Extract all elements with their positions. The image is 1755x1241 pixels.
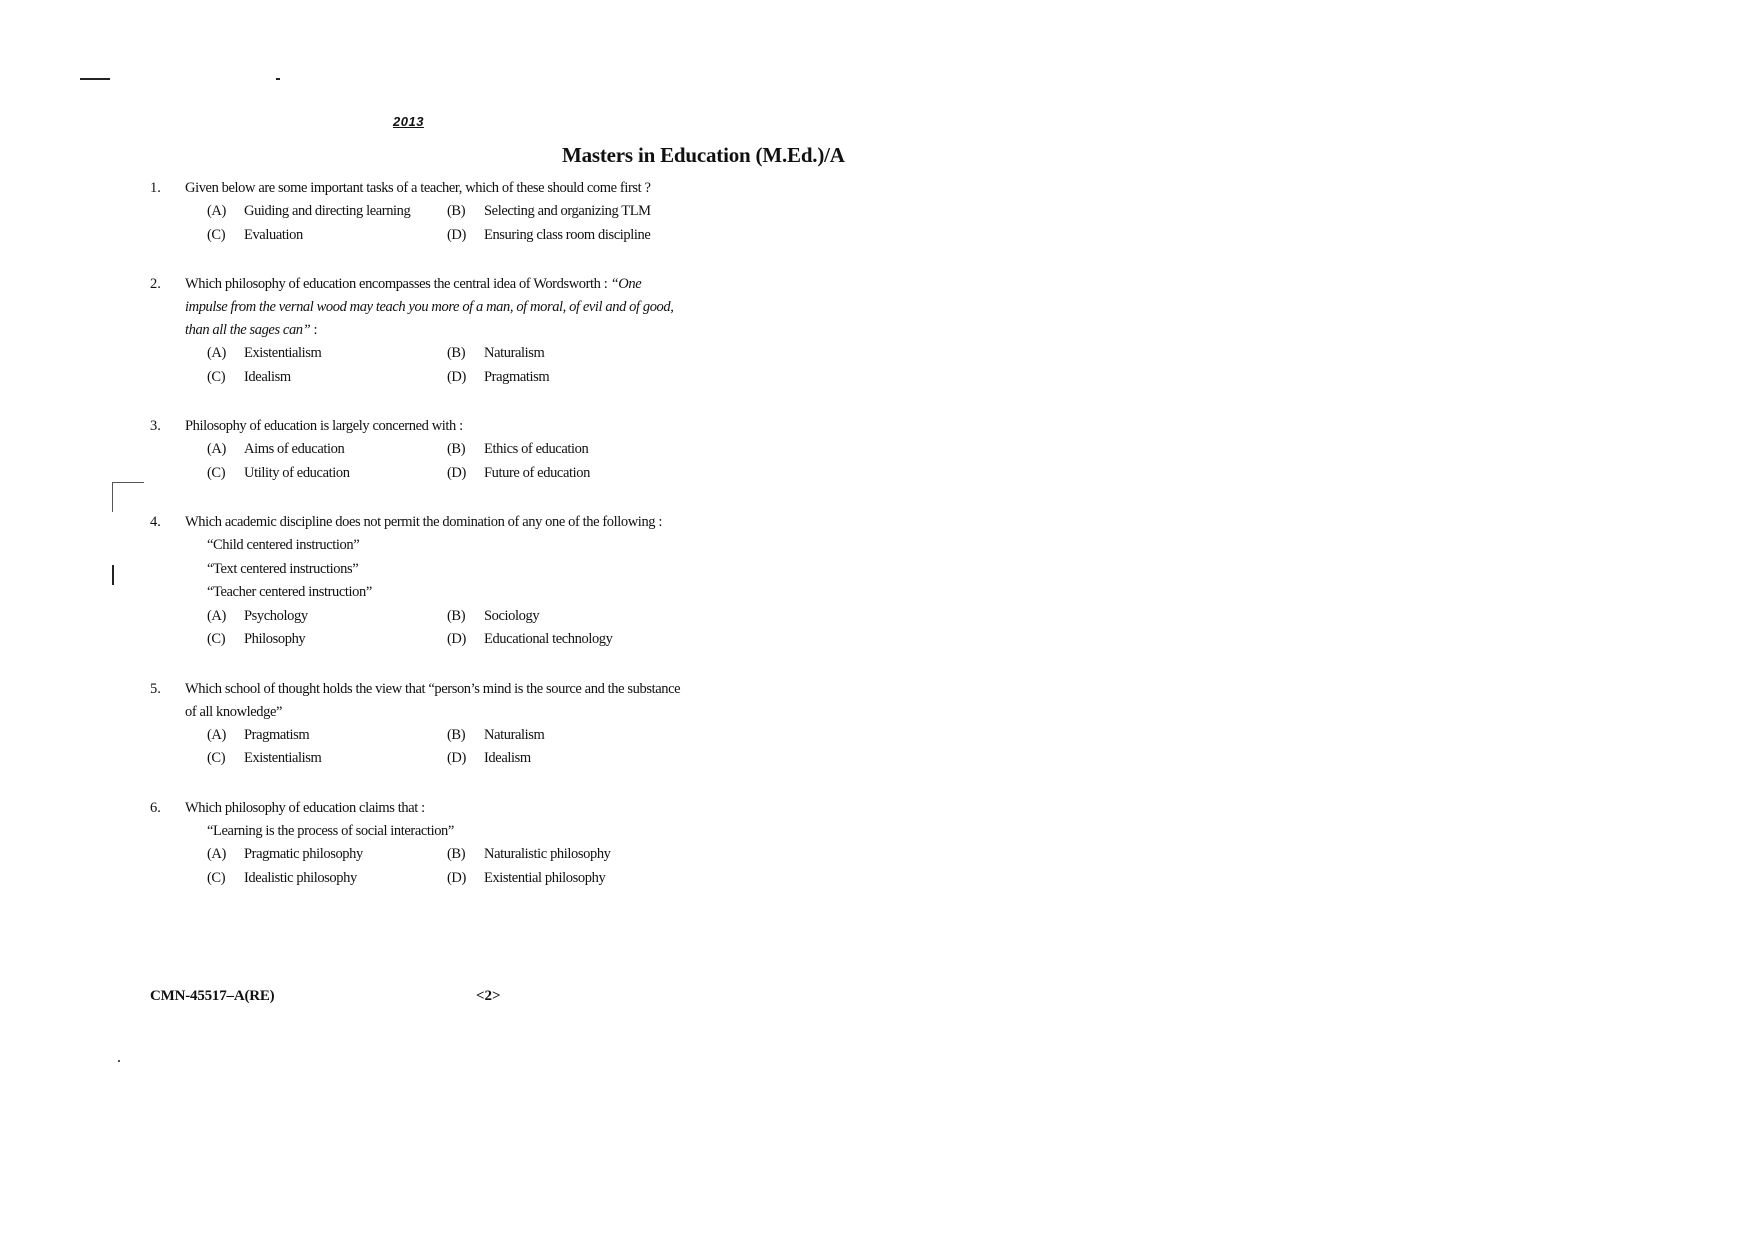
scan-mark-dot <box>276 78 280 80</box>
option-d: (D) Pragmatism <box>447 368 550 385</box>
option-a: (A) Pragmatic philosophy <box>207 846 363 862</box>
option-c: (C) Idealism <box>207 368 291 385</box>
option-a: (A) Pragmatism <box>207 726 310 743</box>
question-3 <box>150 415 690 485</box>
question-number: 2. <box>150 276 161 292</box>
question-number: 1. <box>150 180 161 196</box>
instruction-type-line: “Teacher centered instruction” <box>207 584 372 600</box>
options-grid <box>207 843 690 890</box>
scan-mark-bracket-top <box>112 482 144 483</box>
option-c: (C) Existentialism <box>207 750 322 766</box>
question-number: 4. <box>150 514 161 530</box>
options-grid <box>207 200 690 247</box>
option-c: (C) Utility of education <box>207 464 350 481</box>
question-number: 6. <box>150 799 161 816</box>
question-list <box>150 177 690 916</box>
option-d: (D) Future of education <box>447 464 590 481</box>
options-grid <box>207 724 690 771</box>
claim-quote-line: “Learning is the process of social interaction” <box>207 822 454 839</box>
scan-mark-bracket-side <box>112 482 113 512</box>
instruction-type-line: “Text centered instructions” <box>207 560 359 577</box>
option-b: (B) Selecting and organizing TLM <box>447 203 651 219</box>
question-text: Which philosophy of education encompasses the central idea of Wordsworth : “One impulse from the vernal wood may teach you more of a man, of moral, of evil and of good, than all the sages can” : <box>185 276 674 338</box>
option-b: (B) Sociology <box>447 607 540 624</box>
exam-year: 2013 <box>393 114 424 129</box>
question-number: 3. <box>150 418 161 434</box>
question-number: 5. <box>150 680 161 697</box>
option-a: (A) Psychology <box>207 607 308 624</box>
question-2 <box>150 273 690 389</box>
wordsworth-quote: “One impulse from the vernal wood may teach you more of a man, of moral, of evil and of good, than all the sages can” <box>185 276 674 338</box>
option-d: (D) Idealism <box>447 750 531 766</box>
options-grid <box>207 605 690 652</box>
question-6 <box>150 797 690 891</box>
question-1 <box>150 177 690 247</box>
option-d: (D) Ensuring class room discipline <box>447 226 651 243</box>
option-b: (B) Ethics of education <box>447 441 589 457</box>
option-d: (D) Educational technology <box>447 631 613 647</box>
paper-title: Masters in Education (M.Ed.)/A <box>562 143 845 167</box>
option-a: (A) Existentialism <box>207 345 322 361</box>
option-b: (B) Naturalism <box>447 345 545 361</box>
scan-mark-top-left <box>80 78 110 80</box>
option-c: (C) Idealistic philosophy <box>207 869 357 886</box>
page-number: <2> <box>476 988 501 1004</box>
option-a: (A) Guiding and directing learning <box>207 203 411 219</box>
question-5 <box>150 678 690 771</box>
option-b: (B) Naturalism <box>447 726 545 743</box>
question-text: Which school of thought holds the view that “person’s mind is the source and the substance of all knowledge” <box>185 680 681 720</box>
option-d: (D) Existential philosophy <box>447 869 606 886</box>
options-grid <box>207 438 690 485</box>
instruction-type-line: “Child centered instruction” <box>207 537 360 553</box>
options-grid <box>207 342 690 389</box>
option-b: (B) Naturalistic philosophy <box>447 846 611 862</box>
scan-mark-speck <box>118 1060 120 1062</box>
paper-code: CMN-45517–A(RE) <box>150 988 275 1004</box>
option-c: (C) Evaluation <box>207 226 303 243</box>
question-text: Which philosophy of education claims that : <box>185 799 425 816</box>
scan-mark-bracket-bottom <box>112 565 114 585</box>
option-a: (A) Aims of education <box>207 441 345 457</box>
question-text: Philosophy of education is largely concerned with : <box>185 418 463 434</box>
question-4 <box>150 511 690 652</box>
option-c: (C) Philosophy <box>207 631 306 647</box>
question-text: Given below are some important tasks of a teacher, which of these should come first ? <box>185 180 651 196</box>
question-text: Which academic discipline does not permit the domination of any one of the following : <box>185 514 662 530</box>
